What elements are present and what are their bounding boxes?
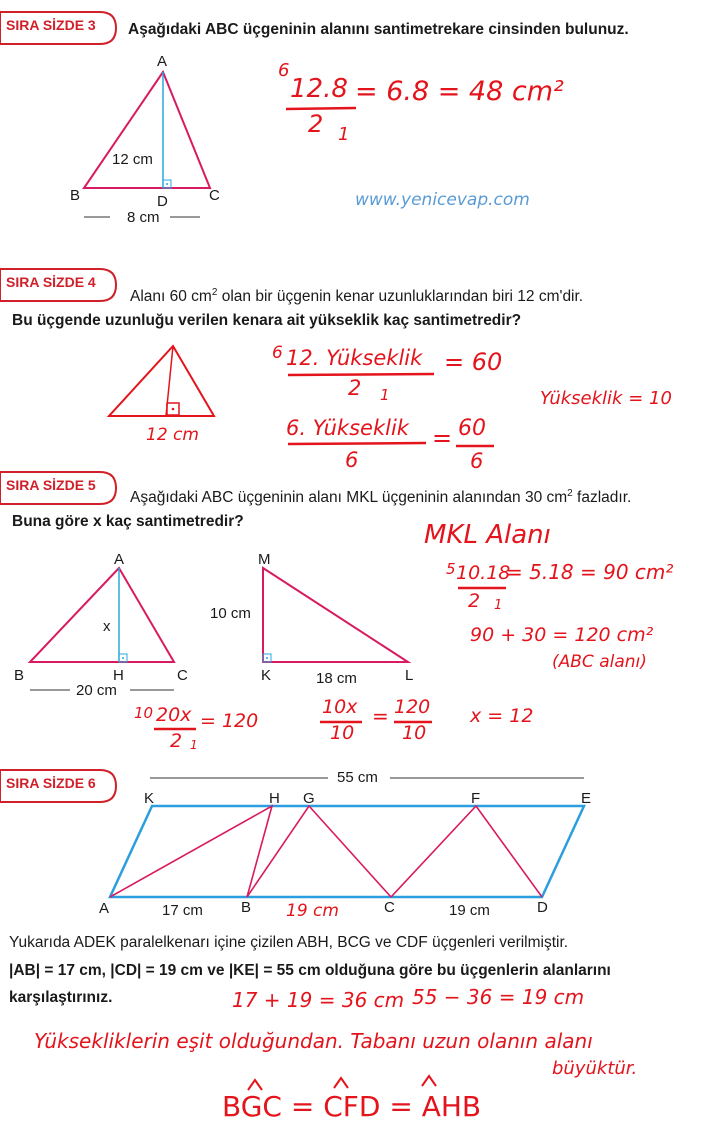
label-5-h: H [113,667,124,684]
text-6-line2: |AB| = 17 cm, |CD| = 19 cm ve |KE| = 55 cm olduğuna göre bu üçgenlerin alanlarını [9,962,611,979]
hw-s5-frac: 10.18 [456,562,511,584]
hw-s5-eq2-frac: 10x [322,696,358,718]
hw-s5-eq-den: 2 [170,730,183,752]
label-5-m: M [258,551,271,568]
label-5-c: C [177,667,188,684]
q4-part2: olan bir üçgenin kenar uzunluklarından biri 12 cm'dir. [217,288,584,306]
label-5-b: B [14,667,25,684]
label-5-k: K [261,667,272,684]
q4-sup: 2 [211,287,218,298]
badge-sira-sizde-4: SIRA SİZDE 4 [0,265,108,301]
question-5-line1 [130,488,631,507]
label-5-base: 20 cm [76,682,117,699]
hw-s3-denom: 2 [308,110,324,138]
hw-s6-final: BGC = CFD = AHB [222,1090,482,1123]
label-d: D [157,193,168,210]
hw-s3-frac-line [284,106,364,112]
hw-s6-diff: 55 − 36 = 19 cm [412,985,585,1009]
hw-s4-r-num: 60 [458,416,486,441]
hw-s5-eq2-den: 10 [330,722,355,744]
label-6-b: B [241,899,252,916]
label-6-a: A [99,900,110,917]
hw-s5-rest: = 5.18 = 90 cm² [506,560,674,584]
question-5-line2: Buna göre x kaç santimetredir? [12,513,244,530]
hw-s6-hats [222,1072,482,1096]
hw-s3-frac: 12.8 [290,74,348,104]
label-6-g: G [303,790,315,807]
hw-s6-bc: 19 cm [286,901,339,921]
hw-s6-line1: Yüksekliklerin eşit olduğundan. Tabanı uzun olanın alanı [34,1029,593,1053]
hw-s5-title: MKL Alanı [424,520,551,550]
hw-s5-eq2-eq: = [372,704,389,728]
hw-s5-ans: x = 12 [470,705,534,727]
watermark: www.yenicevap.com [355,190,530,210]
label-5-l: L [405,667,414,684]
label-base: 8 cm [127,209,160,226]
question-4-line1 [130,287,583,306]
label-6-c: C [384,899,395,916]
hw-s4-line1 [286,372,446,378]
label-6-d: D [537,899,548,916]
hw-s4-den2: 6 [345,448,359,472]
label-6-cd: 19 cm [449,902,490,919]
hw-s4-answer: Yükseklik = 10 [540,388,672,409]
hw-s5-eq-frac: 20x [156,704,192,726]
label-6-k: K [144,790,155,807]
hw-s5-d: 5 [446,560,456,578]
hw-s4-num2: 6. Yükseklik [286,416,409,440]
hw-s5-den: 2 [468,590,481,612]
hw-s4-one: 1 [380,386,390,404]
label-6-top: 55 cm [337,769,378,786]
text-6-line1: Yukarıda ADEK paralelkenarı içine çizilen ABH, BCG ve CDF üçgenleri verilmiştir. [9,934,569,951]
hw-s5-eq2-num: 120 [394,696,431,718]
label-5-kl: 18 cm [316,670,357,687]
hw-s5-frac-line [456,585,516,591]
label-5-x: x [103,618,111,635]
label-6-f: F [471,790,481,807]
q4-part1: Alanı 60 cm [130,288,212,306]
label-6-h: H [269,790,280,807]
hw-s5-eq-one: 1 [190,738,198,752]
label-a: A [157,53,168,70]
hw-s3-result: = 6.8 = 48 cm² [355,76,564,107]
hw-s5-abc: (ABC alanı) [552,652,647,672]
label-5-mk: 10 cm [210,605,251,622]
q5-part1: Aşağıdaki ABC üçgeninin alanı MKL üçgeninin alanından 30 cm [130,489,568,507]
hw-s6-sum: 17 + 19 = 36 cm [232,988,405,1012]
hw-s4-den1: 2 [348,376,362,400]
question-3: Aşağıdaki ABC üçgeninin alanını santimetrekare cinsinden bulunuz. [128,21,629,38]
q5-part2: fazladır. [572,489,632,507]
hw-s6-line2: büyüktür. [552,1058,638,1079]
label-5-a: A [114,551,125,568]
hw-s4-r-den: 6 [470,449,484,473]
hw-s4-eq1: = 60 [444,348,503,376]
label-b: B [70,187,81,204]
text-6-line3: karşılaştırınız. [9,989,113,1006]
hw-s5-eq-a: 10 [134,704,154,722]
badge-sira-sizde-5: SIRA SİZDE 5 [0,468,108,504]
label-c: C [209,187,220,204]
hw-s5-eq2-num-den: 10 [402,722,427,744]
hw-s5-one: 1 [494,598,503,613]
label-6-ab: 17 cm [162,902,203,919]
hw-s5-eq-rest: = 120 [200,710,259,732]
triangle-abc-figure-3 [0,0,707,240]
badge-sira-sizde-3: SIRA SİZDE 3 [0,8,108,44]
hw-s4-eq2: = [432,424,453,452]
badge-sira-sizde-6: SIRA SİZDE 6 [0,766,108,802]
label-height: 12 cm [112,151,153,168]
label-6-e: E [581,790,592,807]
hw-s3-bottom-digit: 1 [338,124,350,145]
hw-s4-d1: 6 [272,343,283,363]
hw-s4-line2 [286,441,446,447]
question-4-line2: Bu üçgende uzunluğu verilen kenara ait yükseklik kaç santimetredir? [12,312,522,329]
hw-s5-sum: 90 + 30 = 120 cm² [470,624,654,646]
hw-s4-triangle [100,340,230,425]
q5-sup: 2 [567,488,573,499]
hw-s3-top-digit: 6 [278,60,290,81]
hw-s4-side: 12 cm [146,425,199,445]
hw-s4-num1: 12. Yükseklik [286,346,423,370]
